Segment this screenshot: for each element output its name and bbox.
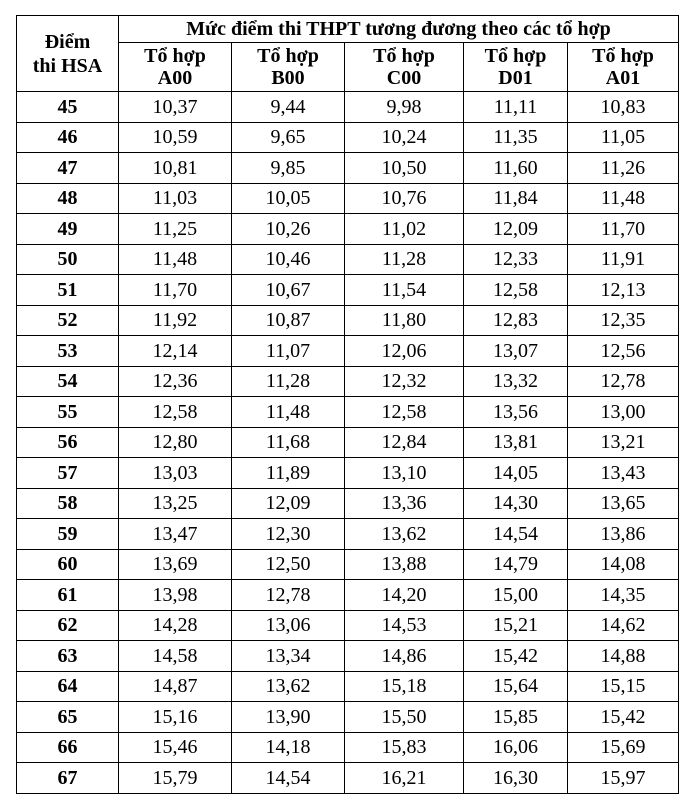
- equivalent-score-cell: 15,50: [345, 702, 464, 733]
- hsa-score-cell: 47: [17, 153, 119, 184]
- equivalent-score-cell: 12,50: [232, 549, 345, 580]
- score-conversion-table-container: [16, 15, 679, 794]
- equivalent-score-cell: 14,35: [568, 580, 679, 611]
- equivalent-score-cell: 11,28: [232, 366, 345, 397]
- equivalent-score-cell: 16,06: [464, 732, 568, 763]
- combo-header-label: Tổ hợp: [592, 45, 654, 67]
- equivalent-score-cell: 14,86: [345, 641, 464, 672]
- equivalent-score-cell: 16,21: [345, 763, 464, 794]
- combo-header-code: C00: [386, 67, 422, 89]
- equivalent-score-cell: 12,78: [568, 366, 679, 397]
- equivalent-score-cell: 10,83: [568, 92, 679, 123]
- equivalent-score-cell: 15,00: [464, 580, 568, 611]
- equivalent-score-cell: 13,47: [119, 519, 232, 550]
- hsa-score-cell: 51: [17, 275, 119, 306]
- combo-header-b00: [232, 43, 345, 92]
- equivalent-score-cell: 13,03: [119, 458, 232, 489]
- table-row: [17, 305, 679, 336]
- table-row: [17, 366, 679, 397]
- hsa-score-header-line1: Điểm: [44, 30, 91, 53]
- equivalent-score-cell: 11,60: [464, 153, 568, 184]
- table-row: [17, 92, 679, 123]
- table-row: [17, 427, 679, 458]
- table-row: [17, 763, 679, 794]
- combo-header-label: Tổ hợp: [373, 45, 435, 67]
- equivalent-score-cell: 11,05: [568, 122, 679, 153]
- equivalent-score-cell: 12,58: [345, 397, 464, 428]
- equivalent-score-cell: 12,36: [119, 366, 232, 397]
- equivalent-score-cell: 9,98: [345, 92, 464, 123]
- equivalent-score-cell: 16,30: [464, 763, 568, 794]
- equivalent-score-cell: 12,35: [568, 305, 679, 336]
- equivalent-score-cell: 10,87: [232, 305, 345, 336]
- hsa-score-cell: 57: [17, 458, 119, 489]
- equivalent-score-cell: 15,15: [568, 671, 679, 702]
- equivalent-score-cell: 11,84: [464, 183, 568, 214]
- equivalent-score-cell: 14,53: [345, 610, 464, 641]
- equivalent-score-cell: 12,30: [232, 519, 345, 550]
- equivalent-score-cell: 13,34: [232, 641, 345, 672]
- table-row: [17, 153, 679, 184]
- equivalent-score-cell: 10,37: [119, 92, 232, 123]
- equivalent-score-cell: 14,54: [464, 519, 568, 550]
- equivalent-score-cell: 11,35: [464, 122, 568, 153]
- equivalent-score-cell: 15,97: [568, 763, 679, 794]
- equivalent-score-cell: 13,62: [232, 671, 345, 702]
- table-row: [17, 732, 679, 763]
- combo-header-label: Tổ hợp: [257, 45, 319, 67]
- equivalent-score-cell: 11,03: [119, 183, 232, 214]
- hsa-score-cell: 64: [17, 671, 119, 702]
- equivalent-score-cell: 11,11: [464, 92, 568, 123]
- table-row: [17, 519, 679, 550]
- equivalent-score-cell: 13,07: [464, 336, 568, 367]
- combo-header-label: Tổ hợp: [144, 45, 206, 67]
- equivalent-score-cell: 10,50: [345, 153, 464, 184]
- equivalent-score-cell: 15,64: [464, 671, 568, 702]
- equivalent-score-cell: 10,81: [119, 153, 232, 184]
- table-row: [17, 397, 679, 428]
- hsa-score-cell: 46: [17, 122, 119, 153]
- equivalent-score-cell: 12,58: [119, 397, 232, 428]
- equivalent-score-cell: 11,25: [119, 214, 232, 245]
- hsa-score-cell: 62: [17, 610, 119, 641]
- equivalent-score-cell: 13,62: [345, 519, 464, 550]
- equivalent-score-cell: 13,32: [464, 366, 568, 397]
- equivalent-score-cell: 11,70: [119, 275, 232, 306]
- combo-header-c00: [345, 43, 464, 92]
- hsa-score-cell: 54: [17, 366, 119, 397]
- hsa-score-cell: 49: [17, 214, 119, 245]
- table-row: [17, 702, 679, 733]
- equivalent-score-cell: 13,43: [568, 458, 679, 489]
- combo-header-code: D01: [498, 67, 533, 89]
- group-header: Mức điểm thi THPT tương đương theo các tổ hợp: [119, 16, 679, 43]
- equivalent-score-cell: 13,00: [568, 397, 679, 428]
- equivalent-score-cell: 12,84: [345, 427, 464, 458]
- equivalent-score-cell: 15,69: [568, 732, 679, 763]
- equivalent-score-cell: 12,06: [345, 336, 464, 367]
- table-row: [17, 183, 679, 214]
- equivalent-score-cell: 12,58: [464, 275, 568, 306]
- equivalent-score-cell: 12,09: [232, 488, 345, 519]
- table-row: [17, 549, 679, 580]
- equivalent-score-cell: 15,85: [464, 702, 568, 733]
- table-row: [17, 458, 679, 489]
- equivalent-score-cell: 11,02: [345, 214, 464, 245]
- table-row: [17, 122, 679, 153]
- equivalent-score-cell: 12,09: [464, 214, 568, 245]
- hsa-score-cell: 53: [17, 336, 119, 367]
- hsa-score-header: [17, 16, 119, 92]
- hsa-score-cell: 67: [17, 763, 119, 794]
- equivalent-score-cell: 12,80: [119, 427, 232, 458]
- equivalent-score-cell: 13,06: [232, 610, 345, 641]
- equivalent-score-cell: 12,32: [345, 366, 464, 397]
- combo-header-d01: [464, 43, 568, 92]
- hsa-score-cell: 61: [17, 580, 119, 611]
- equivalent-score-cell: 14,79: [464, 549, 568, 580]
- hsa-score-cell: 45: [17, 92, 119, 123]
- table-row: [17, 336, 679, 367]
- equivalent-score-cell: 10,26: [232, 214, 345, 245]
- equivalent-score-cell: 15,42: [464, 641, 568, 672]
- table-row: [17, 244, 679, 275]
- equivalent-score-cell: 11,54: [345, 275, 464, 306]
- equivalent-score-cell: 12,56: [568, 336, 679, 367]
- equivalent-score-cell: 10,67: [232, 275, 345, 306]
- equivalent-score-cell: 15,16: [119, 702, 232, 733]
- equivalent-score-cell: 13,98: [119, 580, 232, 611]
- hsa-score-cell: 56: [17, 427, 119, 458]
- equivalent-score-cell: 14,62: [568, 610, 679, 641]
- hsa-score-cell: 58: [17, 488, 119, 519]
- combo-header-code: A00: [157, 67, 193, 89]
- equivalent-score-cell: 13,21: [568, 427, 679, 458]
- equivalent-score-cell: 11,26: [568, 153, 679, 184]
- hsa-score-cell: 48: [17, 183, 119, 214]
- equivalent-score-cell: 14,88: [568, 641, 679, 672]
- equivalent-score-cell: 15,46: [119, 732, 232, 763]
- equivalent-score-cell: 11,89: [232, 458, 345, 489]
- equivalent-score-cell: 14,05: [464, 458, 568, 489]
- combo-header-code: A01: [605, 67, 641, 89]
- equivalent-score-cell: 13,69: [119, 549, 232, 580]
- equivalent-score-cell: 13,86: [568, 519, 679, 550]
- table-row: [17, 488, 679, 519]
- combo-header-a00: [119, 43, 232, 92]
- combo-header-code: B00: [271, 67, 305, 89]
- hsa-score-cell: 66: [17, 732, 119, 763]
- table-row: [17, 641, 679, 672]
- equivalent-score-cell: 11,48: [119, 244, 232, 275]
- equivalent-score-cell: 14,54: [232, 763, 345, 794]
- equivalent-score-cell: 13,81: [464, 427, 568, 458]
- combo-header-a01: [568, 43, 679, 92]
- equivalent-score-cell: 11,70: [568, 214, 679, 245]
- hsa-score-cell: 63: [17, 641, 119, 672]
- table-body: [17, 92, 679, 794]
- equivalent-score-cell: 12,78: [232, 580, 345, 611]
- equivalent-score-cell: 10,59: [119, 122, 232, 153]
- equivalent-score-cell: 9,65: [232, 122, 345, 153]
- table-row: [17, 214, 679, 245]
- equivalent-score-cell: 12,33: [464, 244, 568, 275]
- equivalent-score-cell: 15,18: [345, 671, 464, 702]
- hsa-score-cell: 60: [17, 549, 119, 580]
- equivalent-score-cell: 14,87: [119, 671, 232, 702]
- equivalent-score-cell: 13,56: [464, 397, 568, 428]
- equivalent-score-cell: 12,14: [119, 336, 232, 367]
- equivalent-score-cell: 11,48: [568, 183, 679, 214]
- equivalent-score-cell: 10,05: [232, 183, 345, 214]
- equivalent-score-cell: 11,07: [232, 336, 345, 367]
- hsa-score-cell: 55: [17, 397, 119, 428]
- equivalent-score-cell: 13,88: [345, 549, 464, 580]
- equivalent-score-cell: 11,80: [345, 305, 464, 336]
- equivalent-score-cell: 13,90: [232, 702, 345, 733]
- equivalent-score-cell: 12,83: [464, 305, 568, 336]
- equivalent-score-cell: 11,92: [119, 305, 232, 336]
- equivalent-score-cell: 11,91: [568, 244, 679, 275]
- equivalent-score-cell: 15,42: [568, 702, 679, 733]
- equivalent-score-cell: 14,58: [119, 641, 232, 672]
- hsa-score-cell: 50: [17, 244, 119, 275]
- equivalent-score-cell: 12,13: [568, 275, 679, 306]
- header-row-top: [17, 16, 679, 43]
- hsa-score-cell: 59: [17, 519, 119, 550]
- equivalent-score-cell: 15,79: [119, 763, 232, 794]
- equivalent-score-cell: 10,24: [345, 122, 464, 153]
- table-row: [17, 671, 679, 702]
- equivalent-score-cell: 10,76: [345, 183, 464, 214]
- table-row: [17, 275, 679, 306]
- equivalent-score-cell: 13,25: [119, 488, 232, 519]
- equivalent-score-cell: 13,10: [345, 458, 464, 489]
- hsa-score-cell: 65: [17, 702, 119, 733]
- equivalent-score-cell: 11,48: [232, 397, 345, 428]
- equivalent-score-cell: 9,85: [232, 153, 345, 184]
- equivalent-score-cell: 10,46: [232, 244, 345, 275]
- equivalent-score-cell: 14,28: [119, 610, 232, 641]
- combo-header-label: Tổ hợp: [484, 45, 547, 67]
- equivalent-score-cell: 11,28: [345, 244, 464, 275]
- equivalent-score-cell: 15,21: [464, 610, 568, 641]
- hsa-score-header-line2: thi HSA: [32, 54, 103, 77]
- table-row: [17, 580, 679, 611]
- equivalent-score-cell: 9,44: [232, 92, 345, 123]
- equivalent-score-cell: 13,36: [345, 488, 464, 519]
- equivalent-score-cell: 14,20: [345, 580, 464, 611]
- equivalent-score-cell: 11,68: [232, 427, 345, 458]
- hsa-score-cell: 52: [17, 305, 119, 336]
- equivalent-score-cell: 14,08: [568, 549, 679, 580]
- score-conversion-table: [16, 15, 679, 794]
- table-row: [17, 610, 679, 641]
- equivalent-score-cell: 14,30: [464, 488, 568, 519]
- equivalent-score-cell: 15,83: [345, 732, 464, 763]
- equivalent-score-cell: 13,65: [568, 488, 679, 519]
- equivalent-score-cell: 14,18: [232, 732, 345, 763]
